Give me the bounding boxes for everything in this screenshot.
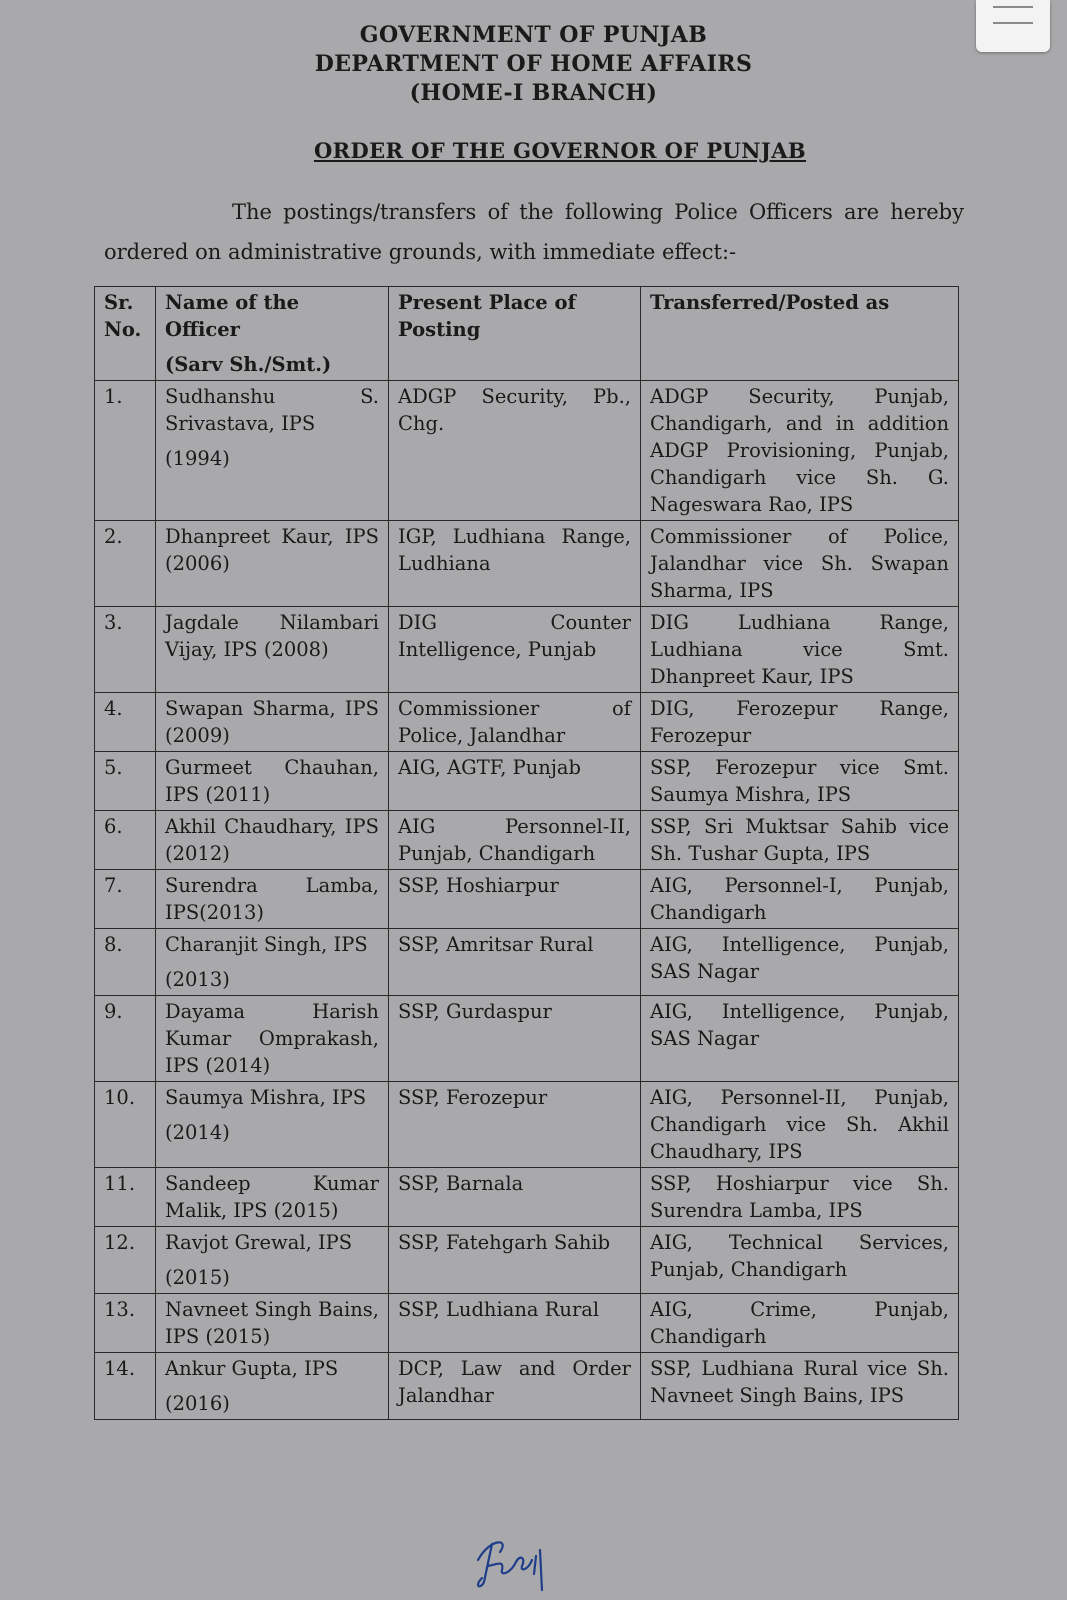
cell-present-posting: SSP, Ferozepur <box>389 1082 641 1168</box>
cell-transferred-posted: AIG, Crime, Punjab, Chandigarh <box>641 1294 959 1353</box>
officer-batch-year: (1994) <box>165 447 230 470</box>
table-header-row <box>95 287 959 381</box>
cell-present-posting: SSP, Barnala <box>389 1168 641 1227</box>
cell-transferred-posted: ADGP Security, Punjab, Chandigarh, and in addition ADGP Provisioning, Punjab, Chandigarh vice Sh. G. Nageswara Rao, IPS <box>641 381 959 521</box>
cell-sr-no: 1. <box>95 381 156 521</box>
officer-batch-year: (2013) <box>165 968 230 991</box>
cell-transferred-posted: SSP, Ferozepur vice Smt. Saumya Mishra, IPS <box>641 752 959 811</box>
cell-present-posting: SSP, Gurdaspur <box>389 996 641 1082</box>
cell-transferred-posted: AIG, Personnel-II, Punjab, Chandigarh vice Sh. Akhil Chaudhary, IPS <box>641 1082 959 1168</box>
cell-sr-no: 6. <box>95 811 156 870</box>
cell-officer-name: Ankur Gupta, IPS (2016) <box>156 1353 389 1420</box>
cell-present-posting: SSP, Fatehgarh Sahib <box>389 1227 641 1294</box>
officer-batch-year: (2016) <box>165 1392 230 1415</box>
cell-officer-name: Dhanpreet Kaur, IPS (2006) <box>156 521 389 607</box>
cell-transferred-posted: SSP, Hoshiarpur vice Sh. Surendra Lamba, IPS <box>641 1168 959 1227</box>
hamburger-menu-icon <box>993 6 1033 8</box>
cell-present-posting: DCP, Law and Order Jalandhar <box>389 1353 641 1420</box>
cell-present-posting: SSP, Amritsar Rural <box>389 929 641 996</box>
cell-sr-no: 7. <box>95 870 156 929</box>
table-row <box>95 1294 959 1353</box>
header-sr-no: Sr. No. <box>95 287 156 381</box>
table-row <box>95 693 959 752</box>
transfer-table <box>94 286 959 1420</box>
cell-sr-no: 13. <box>95 1294 156 1353</box>
header-officer-subtitle: (Sarv Sh./Smt.) <box>165 353 332 376</box>
cell-transferred-posted: AIG, Intelligence, Punjab, SAS Nagar <box>641 996 959 1082</box>
table-row <box>95 521 959 607</box>
cell-sr-no: 8. <box>95 929 156 996</box>
cell-officer-name: Akhil Chaudhary, IPS (2012) <box>156 811 389 870</box>
cell-officer-name: Jagdale Nilambari Vijay, IPS (2008) <box>156 607 389 693</box>
cell-present-posting: DIG Counter Intelligence, Punjab <box>389 607 641 693</box>
cell-transferred-posted: AIG, Intelligence, Punjab, SAS Nagar <box>641 929 959 996</box>
table-row <box>95 996 959 1082</box>
cell-transferred-posted: DIG, Ferozepur Range, Ferozepur <box>641 693 959 752</box>
order-title: ORDER OF THE GOVERNOR OF PUNJAB <box>313 138 807 163</box>
officer-batch-year: (2014) <box>165 1121 230 1144</box>
cell-transferred-posted: Commissioner of Police, Jalandhar vice Sh. Swapan Sharma, IPS <box>641 521 959 607</box>
cell-sr-no: 11. <box>95 1168 156 1227</box>
cell-present-posting: ADGP Security, Pb., Chg. <box>389 381 641 521</box>
cell-officer-name: Ravjot Grewal, IPS (2015) <box>156 1227 389 1294</box>
header-officer-name: Name of the Officer (Sarv Sh./Smt.) <box>156 287 389 381</box>
cell-present-posting: Commissioner of Police, Jalandhar <box>389 693 641 752</box>
cell-officer-name: Dayama Harish Kumar Omprakash, IPS (2014) <box>156 996 389 1082</box>
cell-sr-no: 12. <box>95 1227 156 1294</box>
table-row <box>95 1353 959 1420</box>
cell-transferred-posted: AIG, Personnel-I, Punjab, Chandigarh <box>641 870 959 929</box>
cell-officer-name: Sudhanshu S. Srivastava, IPS (1994) <box>156 381 389 521</box>
table-row <box>95 752 959 811</box>
table-row <box>95 870 959 929</box>
cell-officer-name: Surendra Lamba, IPS(2013) <box>156 870 389 929</box>
table-row <box>95 811 959 870</box>
table-row <box>95 1082 959 1168</box>
officer-batch-year: (2015) <box>165 1266 230 1289</box>
table-row <box>95 1227 959 1294</box>
cell-sr-no: 4. <box>95 693 156 752</box>
header-department: DEPARTMENT OF HOME AFFAIRS <box>314 51 753 77</box>
cell-sr-no: 10. <box>95 1082 156 1168</box>
cell-present-posting: AIG, AGTF, Punjab <box>389 752 641 811</box>
cell-present-posting: SSP, Ludhiana Rural <box>389 1294 641 1353</box>
cell-officer-name: Swapan Sharma, IPS (2009) <box>156 693 389 752</box>
cell-transferred-posted: DIG Ludhiana Range, Ludhiana vice Smt. Dhanpreet Kaur, IPS <box>641 607 959 693</box>
cell-transferred-posted: SSP, Sri Muktsar Sahib vice Sh. Tushar Gupta, IPS <box>641 811 959 870</box>
table-row <box>95 929 959 996</box>
cell-officer-name: Saumya Mishra, IPS (2014) <box>156 1082 389 1168</box>
cell-sr-no: 2. <box>95 521 156 607</box>
header-government: GOVERNMENT OF PUNJAB <box>359 22 708 48</box>
cell-transferred-posted: SSP, Ludhiana Rural vice Sh. Navneet Singh Bains, IPS <box>641 1353 959 1420</box>
cell-sr-no: 14. <box>95 1353 156 1420</box>
cell-officer-name: Sandeep Kumar Malik, IPS (2015) <box>156 1168 389 1227</box>
cell-officer-name: Gurmeet Chauhan, IPS (2011) <box>156 752 389 811</box>
table-row <box>95 381 959 521</box>
cell-present-posting: IGP, Ludhiana Range, Ludhiana <box>389 521 641 607</box>
header-transferred-posted: Transferred/Posted as <box>641 287 959 381</box>
cell-officer-name: Navneet Singh Bains, IPS (2015) <box>156 1294 389 1353</box>
cell-officer-name: Charanjit Singh, IPS (2013) <box>156 929 389 996</box>
cell-sr-no: 5. <box>95 752 156 811</box>
header-present-posting: Present Place of Posting <box>389 287 641 381</box>
table-row <box>95 607 959 693</box>
cell-present-posting: AIG Personnel-II, Punjab, Chandigarh <box>389 811 641 870</box>
intro-paragraph: The postings/transfers of the following Police Officers are hereby ordered on administrative grounds, with immediate effect:- <box>104 200 964 264</box>
signature-mark <box>470 1530 560 1592</box>
cell-transferred-posted: AIG, Technical Services, Punjab, Chandigarh <box>641 1227 959 1294</box>
header-branch: (HOME-I BRANCH) <box>409 80 658 106</box>
table-row <box>95 1168 959 1227</box>
cell-sr-no: 9. <box>95 996 156 1082</box>
cell-sr-no: 3. <box>95 607 156 693</box>
cell-present-posting: SSP, Hoshiarpur <box>389 870 641 929</box>
